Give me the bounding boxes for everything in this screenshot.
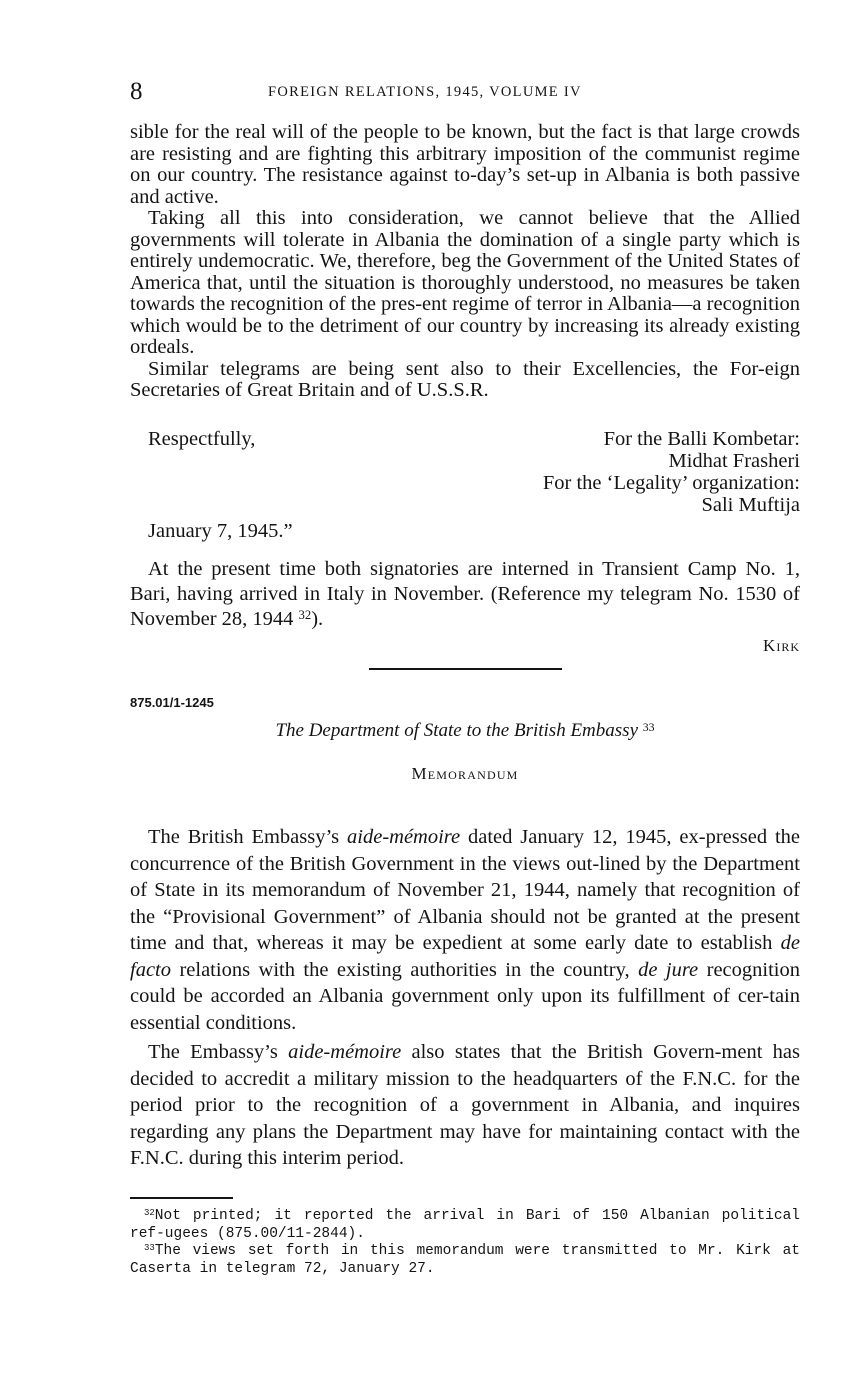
signature-org-2: For the ‘Legality’ organization: xyxy=(542,472,800,494)
page-header xyxy=(130,78,800,108)
running-head: FOREIGN RELATIONS, 1945, VOLUME IV xyxy=(268,84,582,100)
memorandum-paragraph xyxy=(130,824,800,1036)
document-heading-text: The Department of State to the British Embassy xyxy=(275,720,639,741)
section-divider xyxy=(369,668,562,670)
memorandum-title: Memorandum xyxy=(411,764,519,783)
footnote-rule xyxy=(130,1197,233,1199)
footnote-text: The views set forth in this memorandum were transmitted to Mr. Kirk at Caserta in telegram 72, January 27. xyxy=(130,1243,800,1277)
telegram-paragraph: Taking all this into consideration, we cannot believe that the Allied governments will tolerate in Albania the domination of a single party which is entirely undemocratic. We, therefore, beg the Government of the United States of America that, until the situation is thoroughly understood, no measures be taken towards the recognition of the pres-ent regime of terror in Albania—a recognition which would be to the detriment of our country by increasing its already existing ordeals. xyxy=(130,207,801,358)
text-run: The British Embassy’s xyxy=(148,826,348,848)
footnote-mark: 32 xyxy=(144,1207,155,1218)
kirk-comment xyxy=(130,557,800,632)
footnotes xyxy=(130,1208,800,1278)
memorandum-paragraph xyxy=(130,1039,800,1172)
text-run: also states that the British Govern-ment has decided to accredit a military mission to the headquarters of the F.N.C. for the period prior to the recognition of a government in Albania, and inquires regarding any plans the Department may have for maintaining contact with the F.N.C. during this interim period. xyxy=(130,1041,800,1169)
text-run: relations with the existing authorities in the country, xyxy=(171,958,639,981)
text-run: recognition could be accorded an Albania government only upon its fulfillment of cer-tain essential conditions. xyxy=(130,958,800,1034)
telegram-body xyxy=(130,122,800,402)
text-run: The Embassy’s xyxy=(148,1041,289,1063)
document-heading xyxy=(130,720,800,742)
footnote-33 xyxy=(130,1243,800,1278)
page-number: 8 xyxy=(130,78,143,105)
footnote-mark: 33 xyxy=(144,1242,155,1253)
comment-text-end: ). xyxy=(311,608,324,630)
comment-text: At the present time both signatories are interned in Transient Camp No. 1, Bari, having arrived in Italy in November. (Reference my telegram No. 1530 of November 28, 1944 xyxy=(130,558,800,630)
memorandum-body xyxy=(130,824,800,1175)
comment-paragraph xyxy=(130,557,800,632)
signature-line-1 xyxy=(130,428,800,450)
text-run: dated January 12, 1945, ex-pressed the concurrence of the British Government in the views out-lined by the Department of State in its memorandum of November 21, 1944, namely that recognition of the “Provisional Government” of Albania should not be granted at the present time and that, whereas it may be expedient at some early date to establish xyxy=(130,826,800,954)
signature-name-1: Midhat Frasheri xyxy=(668,450,800,472)
footnote-text: Not printed; it reported the arrival in Bari of 150 Albanian political ref-ugees (875.00/11-2844). xyxy=(130,1208,800,1242)
italic-run: de facto xyxy=(130,932,800,981)
file-number: 875.01/1-1245 xyxy=(130,695,214,710)
footnote-32 xyxy=(130,1208,800,1243)
italic-run: de jure xyxy=(638,958,699,981)
telegram-paragraph: sible for the real will of the people to be known, but the fact is that large crowds are resisting and are fighting this arbitrary imposition of the communist regime on our country. The resistance against to-day’s set-up in Albania is both passive and active. xyxy=(130,121,800,208)
italic-run: aide-mémoire xyxy=(347,826,461,848)
footnote-ref-33: 33 xyxy=(642,720,655,734)
signer-kirk: Kirk xyxy=(763,636,800,655)
signature-org-1: For the Balli Kombetar: xyxy=(603,428,800,450)
footnote-ref-32: 32 xyxy=(298,608,312,623)
telegram-paragraph: Similar telegrams are being sent also to their Excellencies, the For-eign Secretaries of Great Britain and of U.S.S.R. xyxy=(130,357,800,401)
italic-run: aide-mémoire xyxy=(288,1041,402,1063)
signature-name-2: Sali Muftija xyxy=(701,494,800,516)
closing: Respectfully, xyxy=(148,428,256,450)
telegram-date: January 7, 1945.” xyxy=(148,520,293,542)
